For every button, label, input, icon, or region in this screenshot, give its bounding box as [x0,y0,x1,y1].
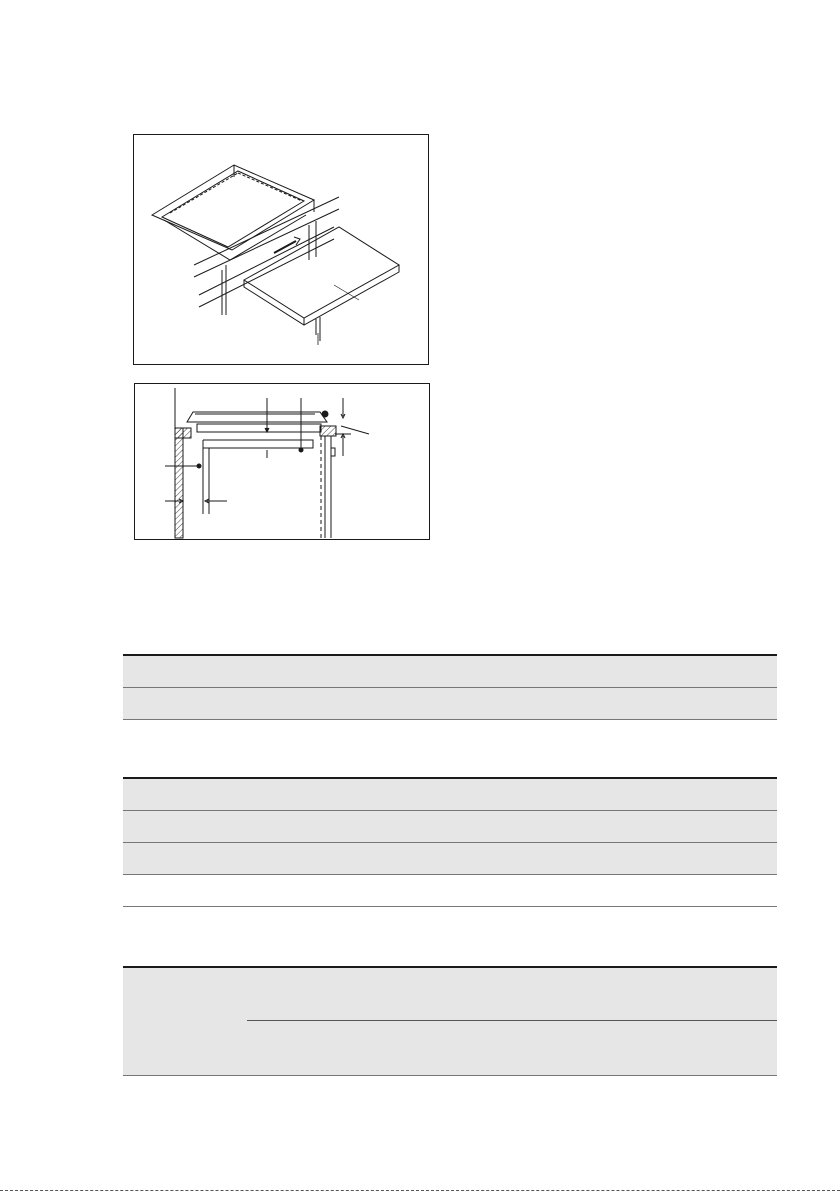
table-cell [123,688,777,720]
table-row [123,688,777,720]
table-cell [123,655,777,688]
installation-section-figure [134,383,430,540]
table-row [123,875,777,907]
spec-table-2 [123,777,777,907]
spec-table-3 [123,966,777,1076]
installation-perspective-figure [133,134,429,365]
table-cell [123,843,777,875]
table-row [123,778,777,811]
hob-cross-section-drawing-icon [135,384,429,539]
table-row [123,843,777,875]
table-cell [123,778,777,811]
table-row [123,655,777,688]
row-divider [247,1020,777,1021]
spec-table-1 [123,654,777,720]
table-cell [123,875,777,907]
page-bottom-rule [0,1190,840,1191]
table-row [123,811,777,843]
table-cell [123,811,777,843]
hob-cabinet-installation-drawing-icon [134,135,428,364]
